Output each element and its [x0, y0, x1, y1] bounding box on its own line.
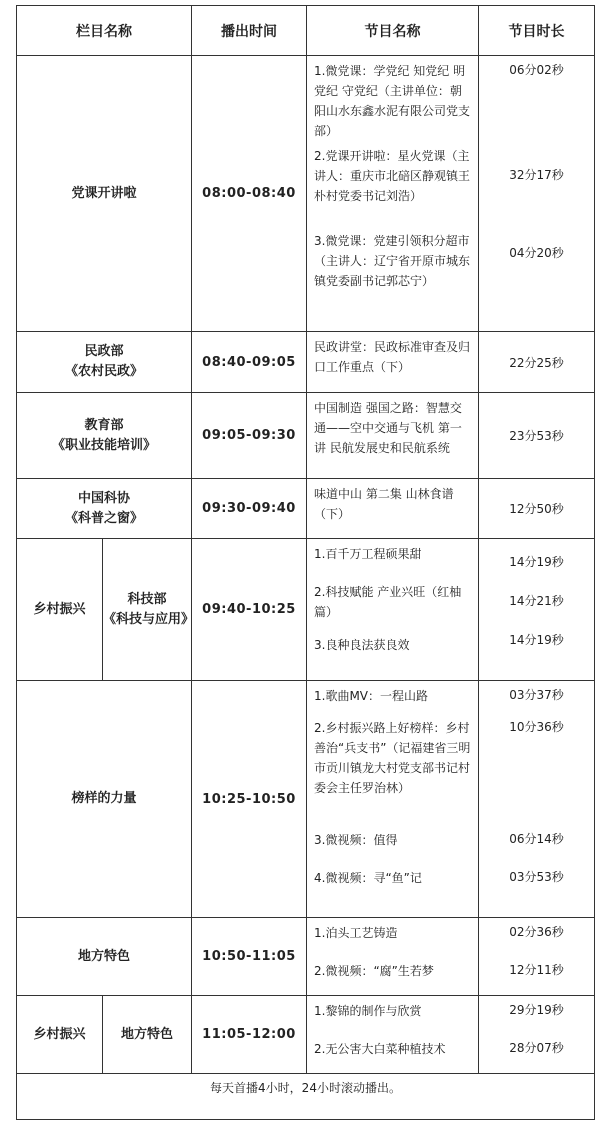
category-line: 民政部: [84, 344, 124, 359]
program-cell: [307, 332, 479, 393]
program-cell: [307, 479, 479, 539]
table-row: [17, 681, 595, 918]
duration-item: 32分17秒: [509, 168, 564, 182]
duration-cell: [479, 332, 595, 393]
duration-item: 06分14秒: [509, 832, 564, 846]
duration-item: 12分11秒: [509, 963, 564, 977]
duration-item: 28分07秒: [509, 1041, 564, 1055]
category-line: 中国科协: [77, 490, 130, 506]
program-cell: [307, 393, 479, 479]
duration-item: 14分21秒: [509, 594, 564, 608]
header-duration: 节目时长: [479, 6, 595, 56]
duration-item: 12分50秒: [509, 502, 564, 516]
subcategory-cell: 地方特色: [103, 996, 192, 1074]
duration-item: 04分20秒: [509, 246, 564, 260]
subcategory-line: 科技部: [127, 591, 167, 607]
duration-item: 02分36秒: [509, 925, 564, 939]
program-cell: [307, 918, 479, 996]
program-item: 2.无公害大白菜种植技术: [314, 1042, 446, 1056]
category-cell: 地方特色: [17, 918, 192, 996]
program-item: 2.科技赋能 产业兴旺（红柚篇）: [314, 585, 462, 619]
table-row: [17, 996, 595, 1074]
category-line: 《职业技能培训》: [51, 437, 156, 453]
duration-cell: [479, 996, 595, 1074]
category-cell: 乡村振兴: [17, 539, 103, 681]
program-item: 4.微视频：寻“鱼”记: [314, 871, 422, 885]
duration-cell: [479, 56, 595, 332]
category-cell: [17, 393, 192, 479]
program-item: 味道中山 第二集 山林食谱（下）: [314, 487, 454, 521]
program-item: 2.党课开讲啦：星火党课（主讲人：重庆市北碚区静观镇王朴村党委书记刘浩）: [314, 149, 471, 203]
duration-item: 06分02秒: [509, 63, 564, 77]
duration-item: 23分53秒: [509, 429, 564, 443]
table-row: [17, 479, 595, 539]
time-cell: 11:05-12:00: [192, 996, 307, 1074]
subcategory-line: 《科技与应用》: [103, 611, 195, 627]
time-cell: 10:25-10:50: [192, 681, 307, 918]
category-cell: 乡村振兴: [17, 996, 103, 1074]
program-item: 1.黎锦的制作与欣赏: [314, 1004, 422, 1018]
program-cell: [307, 996, 479, 1074]
table-row: [17, 56, 595, 332]
duration-item: 22分25秒: [509, 355, 564, 370]
header-program: 节目名称: [307, 6, 479, 56]
footer-note: 每天首播4小时，24小时滚动播出。: [17, 1074, 595, 1120]
category-line: 《科普之窗》: [64, 510, 143, 526]
table-row: [17, 539, 595, 681]
duration-cell: [479, 918, 595, 996]
duration-item: 10分36秒: [509, 720, 564, 734]
time-cell: 09:40-10:25: [192, 539, 307, 681]
footer-row: [17, 1074, 595, 1120]
subcategory-cell: [103, 539, 195, 681]
header-row: [17, 6, 595, 56]
duration-item: 14分19秒: [509, 555, 564, 569]
program-cell: [307, 56, 479, 332]
duration-cell: [479, 681, 595, 918]
time-cell: 08:40-09:05: [192, 332, 307, 393]
program-cell: [307, 539, 479, 681]
header-time: 播出时间: [192, 6, 307, 56]
table-row: [17, 332, 595, 393]
program-item: 3.良种良法获良效: [314, 638, 410, 652]
program-item: 1.微党课：学党纪 知党纪 明党纪 守党纪（主讲单位：朝阳山水东鑫水泥有限公司党支部）: [314, 64, 471, 138]
time-cell: 09:30-09:40: [192, 479, 307, 539]
program-item: 1.歌曲MV：一程山路: [314, 689, 429, 703]
duration-item: 14分19秒: [509, 633, 564, 647]
category-line: 教育部: [84, 417, 124, 433]
category-line: 《农村民政》: [64, 364, 143, 379]
program-item: 1.百千万工程硕果甜: [314, 547, 422, 561]
time-cell: 08:00-08:40: [192, 56, 307, 332]
duration-cell: [479, 539, 595, 681]
category-cell: 榜样的力量: [17, 681, 192, 918]
category-cell: [17, 479, 192, 539]
duration-item: 03分37秒: [509, 688, 564, 702]
category-cell: 党课开讲啦: [17, 56, 192, 332]
program-item: 2.微视频：“腐”生若梦: [314, 964, 434, 978]
program-item: 1.泊头工艺铸造: [314, 926, 398, 940]
time-cell: 10:50-11:05: [192, 918, 307, 996]
time-cell: 09:05-09:30: [192, 393, 307, 479]
schedule-table: [16, 5, 595, 1120]
program-item: 2.乡村振兴路上好榜样：乡村善治“兵支书”（记福建省三明市贡川镇龙大村党支部书记村委会主任罗治林）: [314, 721, 471, 795]
duration-cell: [479, 393, 595, 479]
program-item: 3.微党课：党建引领积分超市（主讲人：辽宁省开原市城东镇党委副书记郭芯宁）: [314, 234, 471, 288]
duration-item: 03分53秒: [509, 870, 564, 884]
duration-cell: [479, 479, 595, 539]
table-row: [17, 918, 595, 996]
program-item: 民政讲堂：民政标准审查及归口工作重点（下）: [314, 340, 471, 374]
header-category: 栏目名称: [17, 6, 192, 56]
table-row: [17, 393, 595, 479]
category-cell: [17, 332, 192, 393]
program-item: 中国制造 强国之路：智慧交通——空中交通与飞机 第一讲 民航发展史和民航系统: [314, 401, 462, 455]
duration-item: 29分19秒: [509, 1003, 564, 1017]
program-item: 3.微视频：值得: [314, 833, 398, 847]
program-cell: [307, 681, 479, 918]
